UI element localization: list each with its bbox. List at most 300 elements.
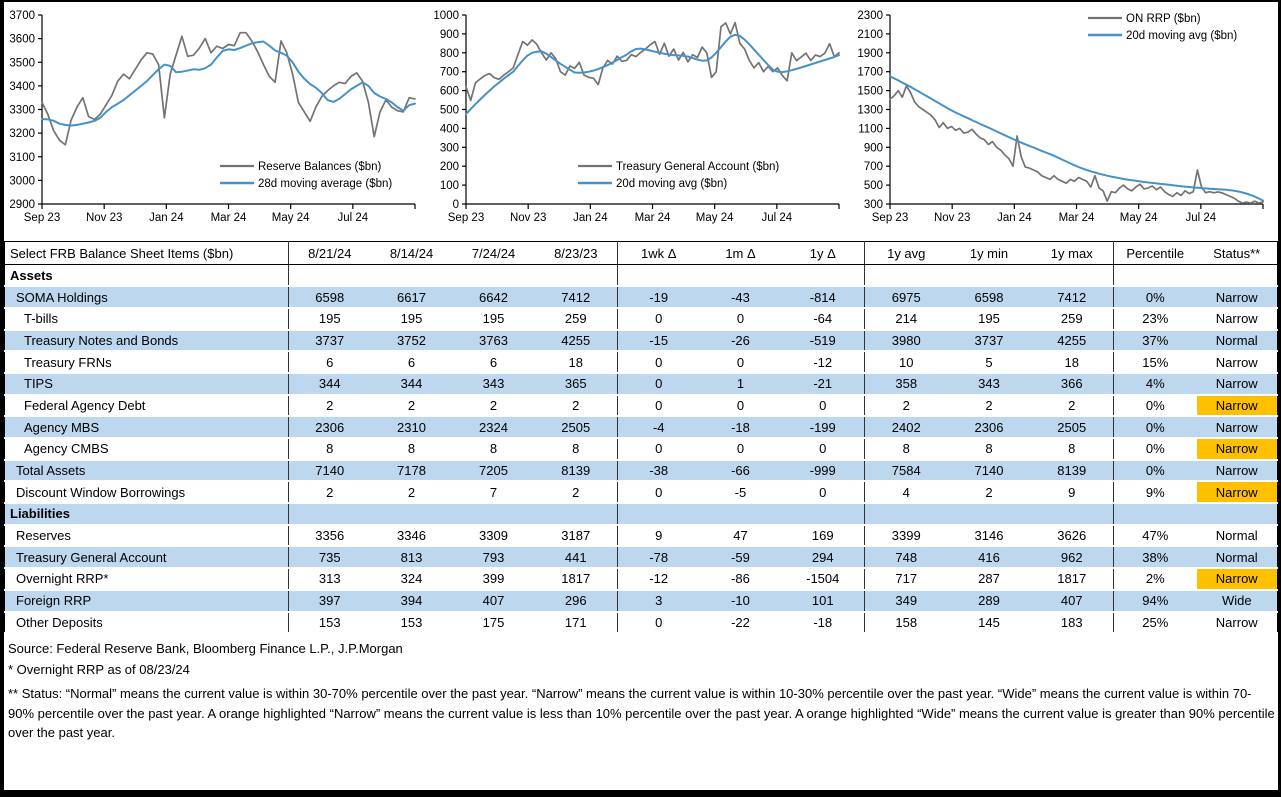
value-cell	[1031, 265, 1114, 287]
row-label: Discount Window Borrowings	[5, 481, 289, 503]
table-row	[5, 460, 1278, 482]
table-row	[5, 330, 1278, 352]
series-line	[466, 35, 839, 114]
value-cell: 158	[865, 612, 948, 634]
status-badge: Normal	[1197, 525, 1278, 547]
svg-text:1700: 1700	[857, 66, 883, 79]
percentile-cell: 0%	[1114, 438, 1197, 460]
value-cell: 3737	[948, 330, 1031, 352]
value-cell: -38	[618, 460, 700, 482]
row-label: Treasury Notes and Bonds	[5, 330, 289, 352]
series-line	[42, 42, 415, 126]
svg-text:May 24: May 24	[271, 212, 310, 224]
value-cell: 47	[700, 525, 782, 547]
value-cell: -43	[700, 286, 782, 308]
column-header: 1wk Δ	[618, 242, 700, 265]
value-cell: 9	[1031, 481, 1114, 503]
row-label: SOMA Holdings	[5, 286, 289, 308]
status-badge: Narrow	[1197, 481, 1278, 503]
value-cell: -18	[782, 612, 865, 634]
y-axis-labels	[433, 10, 459, 211]
value-cell	[453, 503, 535, 525]
table-row	[5, 308, 1278, 330]
value-cell: 344	[289, 373, 371, 395]
value-cell: -4	[618, 416, 700, 438]
value-cell: 813	[371, 546, 453, 568]
source-note: Source: Federal Reserve Bank, Bloomberg Finance L.P., J.P.Morgan	[8, 641, 403, 657]
value-cell: 8	[453, 438, 535, 460]
value-cell: 3626	[1031, 525, 1114, 547]
column-header: 8/21/24	[289, 242, 371, 265]
percentile-cell: 23%	[1114, 308, 1197, 330]
value-cell: 6642	[453, 286, 535, 308]
value-cell	[865, 265, 948, 287]
svg-text:400: 400	[439, 123, 459, 136]
value-cell: 4	[865, 481, 948, 503]
value-cell: 397	[289, 590, 371, 612]
column-header: 7/24/24	[453, 242, 535, 265]
status-badge	[1197, 265, 1278, 287]
row-label: Other Deposits	[5, 612, 289, 634]
value-cell: 7412	[1031, 286, 1114, 308]
column-header: Select FRB Balance Sheet Items ($bn)	[5, 242, 289, 265]
value-cell: 2310	[371, 416, 453, 438]
value-cell	[948, 503, 1031, 525]
value-cell: 0	[700, 395, 782, 417]
row-label: Assets	[5, 265, 289, 287]
value-cell	[865, 503, 948, 525]
reserve-balances-svg	[4, 2, 428, 238]
treasury-general-account-chart	[428, 2, 852, 238]
svg-text:Sep 23: Sep 23	[447, 212, 485, 224]
row-label: TIPS	[5, 373, 289, 395]
table-row	[5, 612, 1278, 634]
column-header: 1y avg	[865, 242, 948, 265]
row-label: T-bills	[5, 308, 289, 330]
table-row	[5, 373, 1278, 395]
column-header: 1y min	[948, 242, 1031, 265]
value-cell: 2505	[535, 416, 618, 438]
value-cell: 8	[865, 438, 948, 460]
table-header	[5, 242, 1278, 265]
value-cell: 3309	[453, 525, 535, 547]
svg-text:300: 300	[863, 199, 883, 211]
svg-text:700: 700	[439, 66, 459, 79]
status-badge: Normal	[1197, 546, 1278, 568]
percentile-cell: 9%	[1114, 481, 1197, 503]
value-cell: 343	[453, 373, 535, 395]
value-cell	[289, 265, 371, 287]
value-cell: 7140	[289, 460, 371, 482]
percentile-cell	[1114, 265, 1197, 287]
row-label: Treasury General Account	[5, 546, 289, 568]
value-cell: 195	[453, 308, 535, 330]
value-cell	[289, 503, 371, 525]
value-cell: 6975	[865, 286, 948, 308]
value-cell: 3980	[865, 330, 948, 352]
row-label: Reserves	[5, 525, 289, 547]
value-cell: 0	[618, 395, 700, 417]
reserve-balances-chart	[4, 2, 428, 238]
value-cell: 324	[371, 568, 453, 590]
header-row	[5, 242, 1278, 265]
value-cell	[618, 265, 700, 287]
table-row	[5, 351, 1278, 373]
row-label: Foreign RRP	[5, 590, 289, 612]
row-label: Agency CMBS	[5, 438, 289, 460]
percentile-cell: 25%	[1114, 612, 1197, 634]
svg-text:Jul 24: Jul 24	[1185, 212, 1217, 224]
status-footnote: ** Status: “Normal” means the current value is within 30-70% percentile over the past year. “Narrow” means the current value is within 10-30% percentile over the past year. “Wide” means the current value is within 70-90% percentile over the past year. A orange highlighted “Narrow” means the current value is less than 10% percentile over the past year. A orange highlighted “Wide” means the current value is greater than 90% percentile over the past year.	[8, 686, 1275, 741]
table-row	[5, 438, 1278, 460]
status-badge	[1197, 503, 1278, 525]
column-header: 8/14/24	[371, 242, 453, 265]
status-badge: Wide	[1197, 590, 1278, 612]
svg-text:May 24: May 24	[1119, 212, 1158, 224]
value-cell: 2	[289, 481, 371, 503]
value-cell: 3737	[289, 330, 371, 352]
value-cell: 2	[948, 481, 1031, 503]
series-line	[890, 86, 1263, 203]
row-label: Treasury FRNs	[5, 351, 289, 373]
value-cell: 287	[948, 568, 1031, 590]
svg-text:800: 800	[439, 47, 459, 60]
percentile-cell: 47%	[1114, 525, 1197, 547]
value-cell: 7584	[865, 460, 948, 482]
value-cell: -66	[700, 460, 782, 482]
table-row	[5, 481, 1278, 503]
value-cell: 3763	[453, 330, 535, 352]
value-cell: 171	[535, 612, 618, 634]
svg-text:900: 900	[439, 28, 459, 41]
value-cell: 0	[782, 481, 865, 503]
svg-text:2900: 2900	[9, 199, 35, 211]
value-cell	[535, 503, 618, 525]
value-cell: 343	[948, 373, 1031, 395]
value-cell: 2	[535, 395, 618, 417]
value-cell: 407	[1031, 590, 1114, 612]
value-cell: 0	[618, 438, 700, 460]
svg-text:700: 700	[863, 161, 883, 174]
column-header: 8/23/23	[535, 242, 618, 265]
value-cell: 2	[371, 395, 453, 417]
status-badge: Narrow	[1197, 308, 1278, 330]
value-cell: 3	[618, 590, 700, 612]
value-cell: 4255	[1031, 330, 1114, 352]
value-cell: 8	[371, 438, 453, 460]
value-cell: 407	[453, 590, 535, 612]
svg-text:Sep 23: Sep 23	[23, 212, 61, 224]
value-cell: 18	[1031, 351, 1114, 373]
svg-text:600: 600	[439, 85, 459, 98]
footer	[4, 634, 1278, 743]
svg-text:1500: 1500	[857, 85, 883, 98]
value-cell: 344	[371, 373, 453, 395]
value-cell: 153	[371, 612, 453, 634]
value-cell: 7140	[948, 460, 1031, 482]
value-cell: 3146	[948, 525, 1031, 547]
svg-text:1000: 1000	[433, 10, 459, 22]
status-badge: Narrow	[1197, 373, 1278, 395]
svg-text:Jan 24: Jan 24	[573, 212, 608, 224]
value-cell	[782, 265, 865, 287]
percentile-cell: 4%	[1114, 373, 1197, 395]
svg-text:3600: 3600	[9, 33, 35, 46]
status-badge: Narrow	[1197, 612, 1278, 634]
value-cell: 2	[453, 395, 535, 417]
value-cell: 0	[618, 308, 700, 330]
value-cell: 2324	[453, 416, 535, 438]
svg-text:Jul 24: Jul 24	[337, 212, 369, 224]
table-row	[5, 525, 1278, 547]
value-cell: 3752	[371, 330, 453, 352]
value-cell: 3187	[535, 525, 618, 547]
value-cell: 7178	[371, 460, 453, 482]
value-cell: 0	[618, 351, 700, 373]
value-cell: 0	[700, 308, 782, 330]
on-rrp-chart	[852, 2, 1276, 238]
value-cell: 2	[371, 481, 453, 503]
value-cell: 6	[289, 351, 371, 373]
value-cell: 10	[865, 351, 948, 373]
legend	[220, 161, 392, 190]
table-row	[5, 590, 1278, 612]
value-cell: 1	[700, 373, 782, 395]
value-cell: -59	[700, 546, 782, 568]
legend	[578, 161, 779, 190]
percentile-cell: 94%	[1114, 590, 1197, 612]
axes	[886, 15, 1263, 209]
value-cell	[782, 503, 865, 525]
legend-label: ON RRP ($bn)	[1126, 13, 1201, 25]
value-cell: -78	[618, 546, 700, 568]
value-cell: 0	[618, 373, 700, 395]
table-row	[5, 286, 1278, 308]
status-badge: Narrow	[1197, 286, 1278, 308]
value-cell	[700, 265, 782, 287]
svg-text:Sep 23: Sep 23	[871, 212, 909, 224]
value-cell: 2	[1031, 395, 1114, 417]
svg-text:100: 100	[439, 180, 459, 193]
charts-row	[4, 2, 1278, 239]
status-badge: Narrow	[1197, 416, 1278, 438]
svg-text:3300: 3300	[9, 104, 35, 117]
balance-sheet-table	[4, 241, 1278, 634]
legend-label: 28d moving average ($bn)	[258, 178, 393, 190]
value-cell: 2	[535, 481, 618, 503]
value-cell: 169	[782, 525, 865, 547]
status-badge: Narrow	[1197, 568, 1278, 590]
value-cell: -12	[782, 351, 865, 373]
legend-label: 20d moving avg ($bn)	[616, 178, 728, 190]
svg-text:500: 500	[439, 104, 459, 117]
value-cell: -21	[782, 373, 865, 395]
value-cell: 394	[371, 590, 453, 612]
status-badge: Narrow	[1197, 395, 1278, 417]
value-cell: 101	[782, 590, 865, 612]
value-cell: 9	[618, 525, 700, 547]
value-cell: 6598	[948, 286, 1031, 308]
section-row	[5, 265, 1278, 287]
svg-text:Nov 23: Nov 23	[85, 212, 123, 224]
column-header: Status**	[1197, 242, 1278, 265]
percentile-cell: 15%	[1114, 351, 1197, 373]
svg-text:200: 200	[439, 161, 459, 174]
status-badge: Narrow	[1197, 460, 1278, 482]
svg-text:300: 300	[439, 142, 459, 155]
value-cell: 8139	[1031, 460, 1114, 482]
table-row	[5, 395, 1278, 417]
value-cell	[535, 265, 618, 287]
value-cell: 962	[1031, 546, 1114, 568]
value-cell: 195	[948, 308, 1031, 330]
value-cell	[371, 265, 453, 287]
value-cell: 259	[1031, 308, 1114, 330]
value-cell: 7412	[535, 286, 618, 308]
y-axis-labels	[9, 10, 35, 211]
value-cell: 793	[453, 546, 535, 568]
value-cell: 18	[535, 351, 618, 373]
value-cell: -999	[782, 460, 865, 482]
value-cell: 8	[1031, 438, 1114, 460]
value-cell: -19	[618, 286, 700, 308]
value-cell: 195	[289, 308, 371, 330]
value-cell: 0	[618, 481, 700, 503]
row-label: Federal Agency Debt	[5, 395, 289, 417]
svg-text:1900: 1900	[857, 47, 883, 60]
svg-text:Mar 24: Mar 24	[1058, 212, 1095, 224]
percentile-cell: 0%	[1114, 286, 1197, 308]
value-cell: 4255	[535, 330, 618, 352]
value-cell: 6	[371, 351, 453, 373]
value-cell: -15	[618, 330, 700, 352]
value-cell: 313	[289, 568, 371, 590]
value-cell: 8	[535, 438, 618, 460]
value-cell: 8	[289, 438, 371, 460]
value-cell: 2402	[865, 416, 948, 438]
row-label: Overnight RRP*	[5, 568, 289, 590]
svg-text:Jan 24: Jan 24	[997, 212, 1032, 224]
y-axis-labels	[857, 10, 883, 211]
value-cell: 7205	[453, 460, 535, 482]
svg-text:Jul 24: Jul 24	[761, 212, 793, 224]
value-cell	[1031, 503, 1114, 525]
svg-text:Nov 23: Nov 23	[509, 212, 547, 224]
value-cell: -10	[700, 590, 782, 612]
series-line	[890, 76, 1263, 200]
rrp-footnote: * Overnight RRP as of 08/23/24	[8, 662, 190, 678]
value-cell: 2306	[289, 416, 371, 438]
svg-text:1100: 1100	[858, 123, 883, 136]
table-row	[5, 568, 1278, 590]
value-cell: 153	[289, 612, 371, 634]
value-cell: -5	[700, 481, 782, 503]
value-cell: 366	[1031, 373, 1114, 395]
status-badge: Narrow	[1197, 438, 1278, 460]
value-cell: 259	[535, 308, 618, 330]
value-cell: 2	[948, 395, 1031, 417]
status-badge: Narrow	[1197, 351, 1278, 373]
value-cell	[371, 503, 453, 525]
value-cell: 7	[453, 481, 535, 503]
percentile-cell: 0%	[1114, 416, 1197, 438]
value-cell: 8139	[535, 460, 618, 482]
column-header: 1y max	[1031, 242, 1114, 265]
svg-text:Nov 23: Nov 23	[933, 212, 971, 224]
row-label: Liabilities	[5, 503, 289, 525]
x-axis-labels	[448, 212, 793, 224]
value-cell	[948, 265, 1031, 287]
value-cell: 1817	[1031, 568, 1114, 590]
value-cell: 6598	[289, 286, 371, 308]
value-cell: 214	[865, 308, 948, 330]
value-cell: 735	[289, 546, 371, 568]
value-cell: 0	[700, 351, 782, 373]
value-cell: 296	[535, 590, 618, 612]
value-cell: 349	[865, 590, 948, 612]
value-cell: 358	[865, 373, 948, 395]
legend	[1088, 13, 1237, 42]
svg-text:3400: 3400	[9, 80, 35, 93]
svg-text:3500: 3500	[9, 57, 35, 70]
row-label: Agency MBS	[5, 416, 289, 438]
svg-text:Mar 24: Mar 24	[210, 212, 247, 224]
value-cell: -519	[782, 330, 865, 352]
value-cell: 416	[948, 546, 1031, 568]
svg-text:3100: 3100	[9, 151, 35, 164]
section-row	[5, 503, 1278, 525]
value-cell: 2505	[1031, 416, 1114, 438]
value-cell: -814	[782, 286, 865, 308]
column-header: 1m Δ	[700, 242, 782, 265]
value-cell: -12	[618, 568, 700, 590]
value-cell: 2306	[948, 416, 1031, 438]
treasury-general-account-svg	[428, 2, 852, 238]
value-cell: 3356	[289, 525, 371, 547]
value-cell: 3399	[865, 525, 948, 547]
svg-text:Mar 24: Mar 24	[634, 212, 671, 224]
value-cell: 6	[453, 351, 535, 373]
value-cell: -86	[700, 568, 782, 590]
svg-text:500: 500	[863, 180, 883, 193]
legend-label: Treasury General Account ($bn)	[616, 161, 780, 173]
value-cell	[453, 265, 535, 287]
legend-label: Reserve Balances ($bn)	[258, 161, 382, 173]
value-cell: 0	[782, 395, 865, 417]
value-cell: 2	[289, 395, 371, 417]
x-axis-labels	[872, 212, 1217, 224]
value-cell: 145	[948, 612, 1031, 634]
x-axis-labels	[24, 212, 369, 224]
value-cell: -26	[700, 330, 782, 352]
value-cell: 717	[865, 568, 948, 590]
value-cell: 441	[535, 546, 618, 568]
value-cell: 195	[371, 308, 453, 330]
legend-label: 20d moving avg ($bn)	[1126, 30, 1238, 42]
value-cell: 6617	[371, 286, 453, 308]
percentile-cell: 2%	[1114, 568, 1197, 590]
row-label: Total Assets	[5, 460, 289, 482]
svg-text:0: 0	[452, 199, 459, 211]
value-cell: 183	[1031, 612, 1114, 634]
on-rrp-svg	[852, 2, 1276, 238]
value-cell: 3346	[371, 525, 453, 547]
column-header: 1y Δ	[782, 242, 865, 265]
value-cell: 289	[948, 590, 1031, 612]
column-header: Percentile	[1114, 242, 1197, 265]
value-cell: 8	[948, 438, 1031, 460]
percentile-cell: 38%	[1114, 546, 1197, 568]
